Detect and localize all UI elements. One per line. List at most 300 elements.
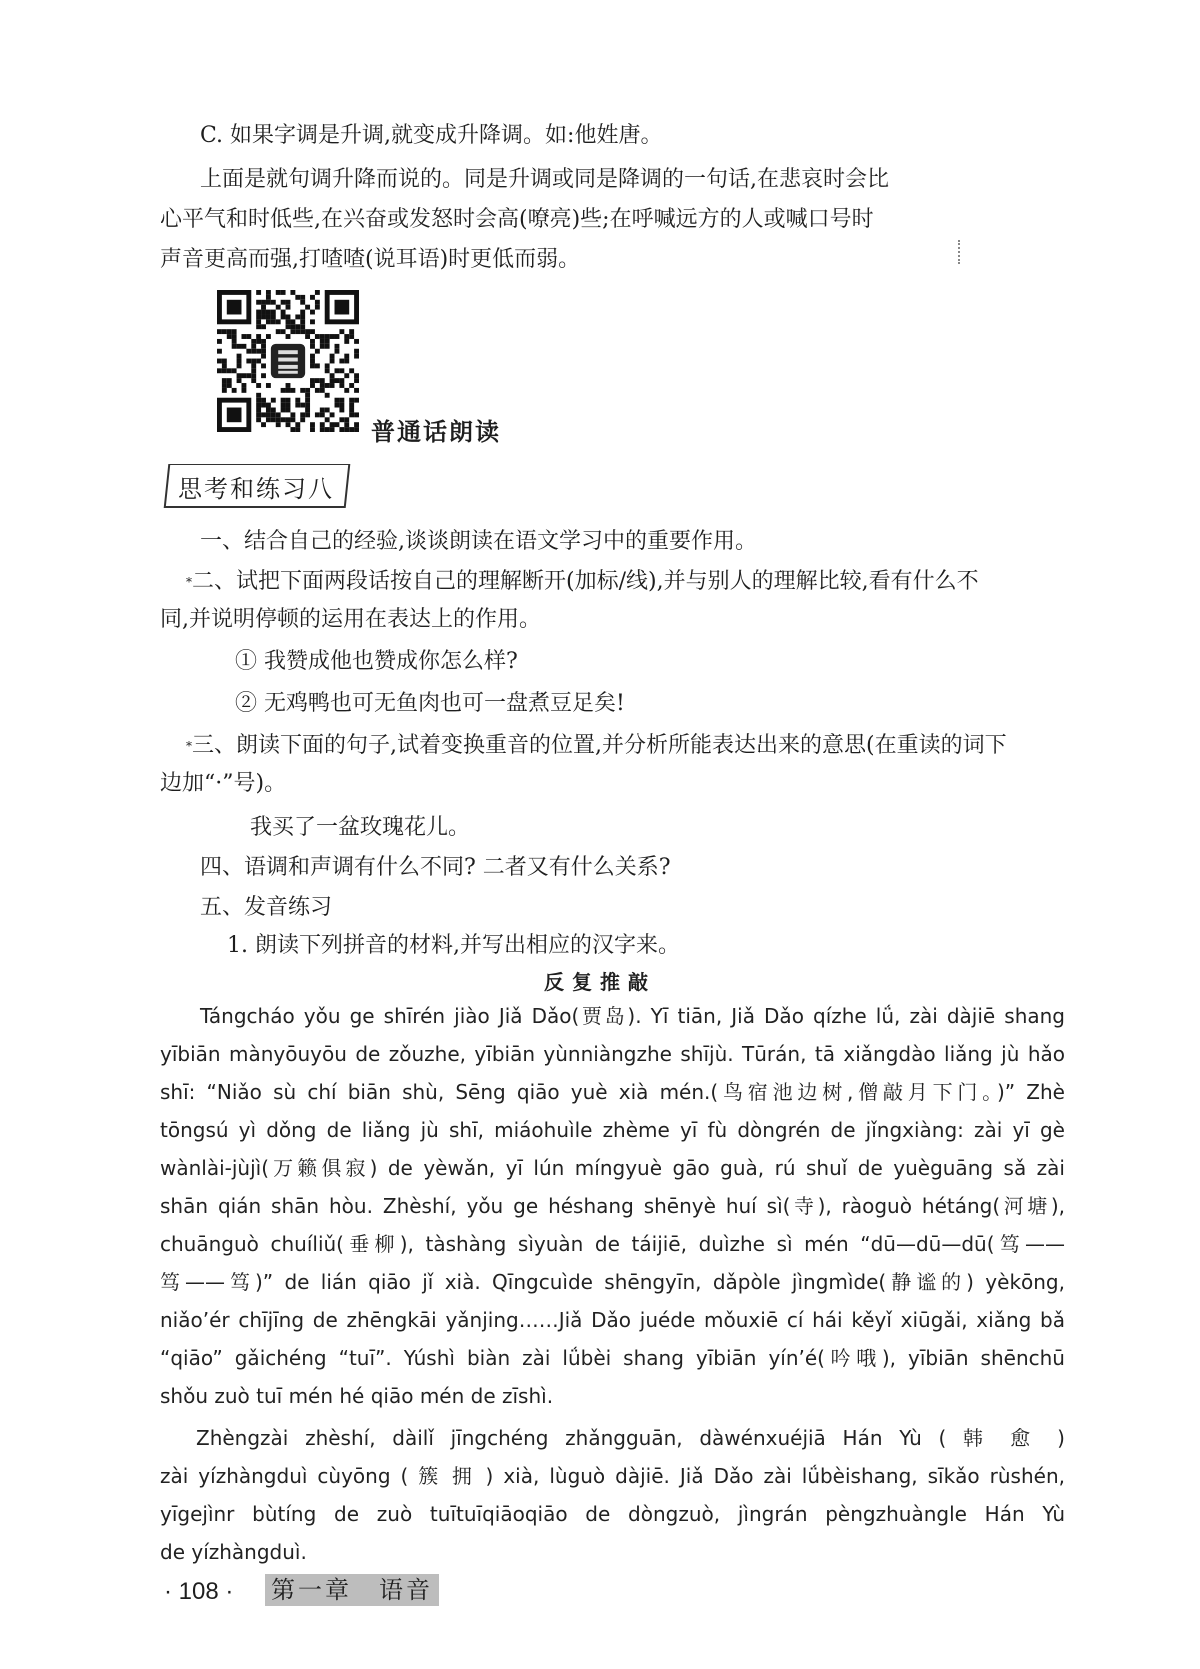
- qr-module: [286, 398, 291, 403]
- qr-module: [222, 359, 227, 364]
- qr-module: [349, 334, 354, 339]
- qr-module: [251, 339, 256, 344]
- qr-module: [266, 334, 271, 339]
- qr-module: [232, 334, 237, 339]
- qr-module: [256, 383, 261, 388]
- qr-module: [315, 378, 320, 383]
- question-2-text: 二、试把下面两段话按自己的理解断开(加标/线),并与别人的理解比较,看有什么不: [192, 569, 979, 594]
- qr-module: [315, 334, 320, 339]
- qr-module: [281, 403, 286, 408]
- qr-module: [261, 324, 266, 329]
- qr-module: [281, 300, 286, 305]
- qr-module: [251, 344, 256, 349]
- pinyin-line: de yízhàngduì.: [160, 1540, 307, 1564]
- qr-module: [251, 378, 256, 383]
- qr-module: [232, 388, 237, 393]
- qr-module: [271, 314, 276, 319]
- qr-module: [310, 354, 315, 359]
- qr-module: [339, 359, 344, 364]
- qr-module: [315, 363, 320, 368]
- qr-module: [232, 344, 237, 349]
- qr-module: [300, 388, 305, 393]
- pinyin-line: yīgejìnr bùtíng de zuò tuītuīqiāoqiāo de dòngzuò, jìngrán pèngzhuàngle Hán Yù: [160, 1502, 1065, 1526]
- qr-module: [261, 398, 266, 403]
- qr-module: [241, 383, 246, 388]
- qr-module: [290, 324, 295, 329]
- question-3-text: 三、朗读下面的句子,试着变换重音的位置,并分析所能表达出来的意思(在重读的词下: [192, 733, 1007, 758]
- qr-module: [339, 368, 344, 373]
- pinyin-line: shī: “Niǎo sù chí biān shù, Sēng qiāo yuè xià mén.(鸟宿池边树,僧敲月下门。)” Zhè: [160, 1080, 1065, 1104]
- qr-module: [286, 417, 291, 422]
- qr-module: [315, 305, 320, 310]
- pinyin-line: Tángcháo yǒu ge shīrén jiào Jiǎ Dǎo(贾岛). Yī tiān, Jiǎ Dǎo qízhe lǘ, zài dàjiē shang: [200, 1004, 1065, 1028]
- qr-module: [286, 334, 291, 339]
- qr-module: [271, 300, 276, 305]
- qr-module: [246, 359, 251, 364]
- qr-module: [227, 329, 232, 334]
- qr-module: [325, 363, 330, 368]
- qr-module: [335, 334, 340, 339]
- qr-module: [281, 417, 286, 422]
- qr-module: [325, 368, 330, 373]
- qr-module: [266, 314, 271, 319]
- question-5-item: 1. 朗读下列拼音的材料,并写出相应的汉字来。: [227, 933, 680, 958]
- qr-module: [354, 412, 359, 417]
- qr-module: [325, 334, 330, 339]
- qr-module: [271, 398, 276, 403]
- qr-module: [344, 354, 349, 359]
- qr-module: [310, 310, 315, 315]
- page-number: · 108 ·: [164, 1578, 234, 1605]
- qr-module: [344, 359, 349, 364]
- qr-module: [300, 314, 305, 319]
- qr-module: [261, 403, 266, 408]
- qr-module: [232, 339, 237, 344]
- qr-module: [237, 373, 242, 378]
- qr-module: [315, 412, 320, 417]
- qr-module: [300, 319, 305, 324]
- qr-module: [286, 383, 291, 388]
- qr-module: [286, 314, 291, 319]
- qr-module: [286, 403, 291, 408]
- qr-module: [286, 408, 291, 413]
- qr-module: [281, 290, 286, 295]
- qr-module: [354, 339, 359, 344]
- qr-module: [315, 300, 320, 305]
- qr-module: [261, 349, 266, 354]
- qr-module: [310, 378, 315, 383]
- qr-module: [237, 344, 242, 349]
- qr-module: [261, 339, 266, 344]
- question-3-line: [186, 732, 1086, 760]
- qr-module: [241, 373, 246, 378]
- qr-module: [222, 329, 227, 334]
- qr-module: [344, 388, 349, 393]
- qr-module: [290, 290, 295, 295]
- qr-module: [295, 398, 300, 403]
- qr-module: [344, 373, 349, 378]
- qr-module: [339, 417, 344, 422]
- qr-module: [256, 314, 261, 319]
- pinyin-line: tōngsú yì dǒng de liǎng jù shī, miáohuìle zhème yī fù dòngrén de jǐngxiàng: zài yī gè: [160, 1118, 1065, 1142]
- qr-code-icon[interactable]: [217, 290, 359, 432]
- qr-module: [349, 403, 354, 408]
- qr-module: [222, 388, 227, 393]
- qr-module: [300, 295, 305, 300]
- pinyin-line: wànlài-jùjì(万籁俱寂) de yèwǎn, yī lún míngyuè gāo guà, rú shuǐ de yuèguāng sǎ zài: [160, 1156, 1065, 1180]
- qr-module: [305, 412, 310, 417]
- qr-module: [349, 408, 354, 413]
- qr-module: [310, 359, 315, 364]
- qr-module: [305, 398, 310, 403]
- qr-module: [335, 344, 340, 349]
- qr-module: [300, 417, 305, 422]
- pinyin-line: niǎo’ér chījīng de zhēngkāi yǎnjing……Jiǎ Dǎo juéde mǒuxiē cí hái kěyǐ xiūgǎi, xiǎng bǎ: [160, 1308, 1065, 1332]
- question-4: 四、语调和声调有什么不同? 二者又有什么关系?: [200, 855, 671, 880]
- qr-module: [246, 349, 251, 354]
- question-3-line: 边加“·”号)。: [160, 771, 287, 796]
- qr-module: [325, 339, 330, 344]
- qr-module: [241, 388, 246, 393]
- qr-module: [256, 417, 261, 422]
- qr-module: [335, 349, 340, 354]
- qr-module: [256, 319, 261, 324]
- qr-module: [335, 403, 340, 408]
- qr-module: [290, 417, 295, 422]
- qr-caption: 普通话朗读: [371, 418, 501, 446]
- qr-module: [266, 383, 271, 388]
- question-5: 五、发音练习: [200, 895, 333, 920]
- qr-module: [271, 417, 276, 422]
- qr-module: [256, 412, 261, 417]
- qr-module: [310, 295, 315, 300]
- qr-module: [266, 290, 271, 295]
- qr-module: [237, 354, 242, 359]
- qr-module: [330, 422, 335, 427]
- optional-star: *: [186, 575, 192, 589]
- qr-module: [325, 427, 330, 432]
- qr-module: [222, 363, 227, 368]
- qr-module: [295, 295, 300, 300]
- qr-module: [266, 408, 271, 413]
- qr-module: [325, 408, 330, 413]
- qr-module: [276, 417, 281, 422]
- qr-module: [271, 319, 276, 324]
- c-item-text: C. 如果字调是升调,就变成升降调。如:他姓唐。: [200, 123, 663, 148]
- qr-module: [256, 349, 261, 354]
- qr-module: [241, 334, 246, 339]
- qr-module: [217, 359, 222, 364]
- qr-module: [261, 305, 266, 310]
- qr-module: [295, 427, 300, 432]
- qr-module: [261, 300, 266, 305]
- qr-module: [310, 329, 315, 334]
- qr-module: [325, 417, 330, 422]
- qr-module: [300, 329, 305, 334]
- qr-module: [354, 388, 359, 393]
- qr-module: [349, 368, 354, 373]
- question-2-item: ② 无鸡鸭也可无鱼肉也可一盘煮豆足矣!: [235, 691, 625, 716]
- qr-module: [227, 378, 232, 383]
- qr-module: [286, 305, 291, 310]
- qr-module: [305, 403, 310, 408]
- qr-module: [251, 363, 256, 368]
- qr-module: [339, 329, 344, 334]
- question-2-line: [186, 568, 1086, 596]
- qr-module: [349, 427, 354, 432]
- qr-module: [310, 339, 315, 344]
- qr-module: [256, 290, 261, 295]
- qr-module: [261, 344, 266, 349]
- qr-module: [310, 319, 315, 324]
- chapter-label: 第一章 语音: [265, 1574, 439, 1606]
- qr-module: [281, 408, 286, 413]
- qr-module: [354, 422, 359, 427]
- qr-module: [295, 314, 300, 319]
- qr-module: [261, 363, 266, 368]
- pinyin-line: “qiāo” gǎichéng “tuī”. Yúshì biàn zài lǘbèi shang yībiān yín’é(吟哦), yībiān shēnchū: [160, 1346, 1065, 1370]
- qr-module: [339, 378, 344, 383]
- qr-module: [354, 354, 359, 359]
- qr-module: [222, 378, 227, 383]
- qr-module: [232, 368, 237, 373]
- pinyin-line: shān qián shān hòu. Zhèshí, yǒu ge héshang shēnyè huí sì(寺), ràoguò hétáng(河塘),: [160, 1194, 1065, 1218]
- qr-module: [261, 422, 266, 427]
- qr-module: [320, 422, 325, 427]
- qr-module: [320, 408, 325, 413]
- qr-module: [349, 398, 354, 403]
- pinyin-line: yībiān mànyōuyōu de zǒuzhe, yībiān yùnniàngzhe shījù. Tūrán, tā xiǎngdào liǎng jù hǎo: [160, 1042, 1065, 1066]
- qr-module: [227, 368, 232, 373]
- qr-module: [256, 300, 261, 305]
- qr-module: [290, 329, 295, 334]
- qr-module: [266, 319, 271, 324]
- qr-module: [339, 398, 344, 403]
- qr-module: [276, 329, 281, 334]
- qr-module: [330, 334, 335, 339]
- qr-module: [310, 383, 315, 388]
- qr-module: [266, 300, 271, 305]
- qr-module: [271, 408, 276, 413]
- qr-module: [330, 383, 335, 388]
- qr-module: [266, 403, 271, 408]
- qr-module: [320, 334, 325, 339]
- qr-module: [251, 359, 256, 364]
- qr-module: [251, 368, 256, 373]
- qr-module: [354, 373, 359, 378]
- qr-module: [354, 378, 359, 383]
- qr-module: [256, 398, 261, 403]
- question-3-sentence: 我买了一盆玫瑰花儿。: [250, 815, 471, 840]
- qr-module: [335, 378, 340, 383]
- qr-module: [310, 422, 315, 427]
- qr-module: [295, 329, 300, 334]
- qr-module: [281, 310, 286, 315]
- qr-module: [295, 403, 300, 408]
- qr-module: [271, 412, 276, 417]
- qr-module: [237, 363, 242, 368]
- qr-module: [354, 427, 359, 432]
- qr-module: [256, 359, 261, 364]
- pinyin-line: zài yízhàngduì cùyōng ( 簇 拥 ) xià, lùguò dàjiē. Jiǎ Dǎo zài lǘbèishang, sīkǎo rùshén,: [160, 1464, 1065, 1488]
- qr-module: [286, 324, 291, 329]
- qr-module: [344, 422, 349, 427]
- qr-module: [241, 344, 246, 349]
- question-1: 一、结合自己的经验,谈谈朗读在语文学习中的重要作用。: [200, 529, 757, 554]
- optional-star: *: [186, 739, 192, 753]
- qr-module: [344, 417, 349, 422]
- qr-module: [227, 334, 232, 339]
- qr-module: [315, 349, 320, 354]
- qr-module: [300, 412, 305, 417]
- question-2-line: 同,并说明停顿的运用在表达上的作用。: [160, 607, 541, 632]
- qr-module: [339, 383, 344, 388]
- qr-module: [256, 339, 261, 344]
- qr-module: [300, 403, 305, 408]
- qr-module: [286, 422, 291, 427]
- qr-module: [281, 398, 286, 403]
- question-2-item: ① 我赞成他也赞成你怎么样?: [235, 649, 518, 674]
- qr-module: [271, 310, 276, 315]
- qr-module: [281, 388, 286, 393]
- qr-module: [276, 305, 281, 310]
- qr-module: [300, 324, 305, 329]
- qr-module: [310, 427, 315, 432]
- qr-module: [335, 422, 340, 427]
- qr-module: [315, 290, 320, 295]
- qr-module: [320, 339, 325, 344]
- paragraph-line: 声音更高而强,打喳喳(说耳语)时更低而弱。: [160, 247, 581, 272]
- story-title: 反复推敲: [544, 970, 656, 994]
- qr-module: [222, 383, 227, 388]
- qr-module: [261, 314, 266, 319]
- qr-module: [290, 412, 295, 417]
- qr-module: [256, 403, 261, 408]
- qr-module: [305, 334, 310, 339]
- qr-module: [349, 329, 354, 334]
- qr-module: [325, 344, 330, 349]
- qr-module: [320, 412, 325, 417]
- section-title: 思考和练习八: [178, 475, 334, 503]
- qr-module: [276, 422, 281, 427]
- qr-module: [281, 314, 286, 319]
- qr-module: [295, 324, 300, 329]
- qr-module: [295, 422, 300, 427]
- qr-module: [305, 329, 310, 334]
- qr-module: [266, 417, 271, 422]
- qr-module: [310, 344, 315, 349]
- qr-module: [290, 319, 295, 324]
- qr-module: [256, 310, 261, 315]
- qr-module: [344, 339, 349, 344]
- qr-module: [330, 373, 335, 378]
- qr-module: [339, 403, 344, 408]
- qr-module: [320, 388, 325, 393]
- qr-module: [330, 412, 335, 417]
- qr-module: [325, 383, 330, 388]
- qr-module: [256, 324, 261, 329]
- qr-module: [344, 334, 349, 339]
- pinyin-line: chuānguò chuíliǔ(垂柳), tàshàng sìyuàn de táijiē, duìzhe sì mén “dū—dū—dū(笃——: [160, 1232, 1065, 1256]
- qr-module: [315, 388, 320, 393]
- qr-module: [261, 354, 266, 359]
- qr-module: [330, 378, 335, 383]
- qr-module: [286, 319, 291, 324]
- qr-module: [276, 412, 281, 417]
- qr-module: [305, 408, 310, 413]
- qr-module: [320, 344, 325, 349]
- qr-module: [222, 368, 227, 373]
- qr-module: [330, 354, 335, 359]
- qr-module: [251, 349, 256, 354]
- paragraph-line: 心平气和时低些,在兴奋或发怒时会高(嘹亮)些;在呼喊远方的人或喊口号时: [160, 207, 874, 232]
- qr-module: [325, 393, 330, 398]
- qr-module: [339, 408, 344, 413]
- qr-module: [232, 329, 237, 334]
- qr-module: [217, 368, 222, 373]
- qr-module: [246, 334, 251, 339]
- qr-module: [349, 383, 354, 388]
- qr-module: [335, 368, 340, 373]
- qr-module: [217, 329, 222, 334]
- qr-module: [320, 383, 325, 388]
- qr-module: [261, 373, 266, 378]
- qr-module: [251, 373, 256, 378]
- qr-module: [330, 427, 335, 432]
- qr-module: [261, 310, 266, 315]
- qr-module: [349, 412, 354, 417]
- qr-module: [217, 339, 222, 344]
- qr-module: [217, 349, 222, 354]
- qr-module: [300, 300, 305, 305]
- qr-module: [237, 378, 242, 383]
- qr-module: [276, 290, 281, 295]
- scan-mark: [958, 240, 962, 264]
- qr-module: [320, 378, 325, 383]
- qr-module: [246, 373, 251, 378]
- qr-module: [330, 359, 335, 364]
- qr-module: [256, 408, 261, 413]
- qr-module: [290, 388, 295, 393]
- qr-module: [305, 393, 310, 398]
- qr-module: [354, 398, 359, 403]
- qr-module: [290, 427, 295, 432]
- qr-module: [286, 388, 291, 393]
- qr-module: [266, 295, 271, 300]
- qr-module: [266, 310, 271, 315]
- qr-module: [305, 305, 310, 310]
- qr-module: [276, 319, 281, 324]
- qr-module: [266, 412, 271, 417]
- qr-module: [339, 427, 344, 432]
- qr-module: [300, 310, 305, 315]
- paragraph-line: 上面是就句调升降而说的。同是升调或同是降调的一句话,在悲哀时会比: [200, 167, 889, 192]
- qr-module: [286, 300, 291, 305]
- qr-module: [310, 363, 315, 368]
- qr-module: [281, 329, 286, 334]
- qr-module: [354, 349, 359, 354]
- qr-module: [256, 393, 261, 398]
- qr-module: [344, 427, 349, 432]
- qr-module: [227, 383, 232, 388]
- qr-module: [237, 359, 242, 364]
- pinyin-line: Zhèngzài zhèshí, dàilǐ jīngchéng zhǎngguān, dàwénxuéjiā Hán Yù ( 韩 愈 ): [196, 1426, 1065, 1450]
- qr-module: [261, 412, 266, 417]
- pinyin-line: 笃——笃)” de lián qiāo jǐ xià. Qīngcuìde shēngyīn, dǎpòle jìngmìde(静谧的) yèkōng,: [160, 1270, 1065, 1294]
- qr-module: [305, 388, 310, 393]
- qr-module: [256, 334, 261, 339]
- qr-module: [335, 398, 340, 403]
